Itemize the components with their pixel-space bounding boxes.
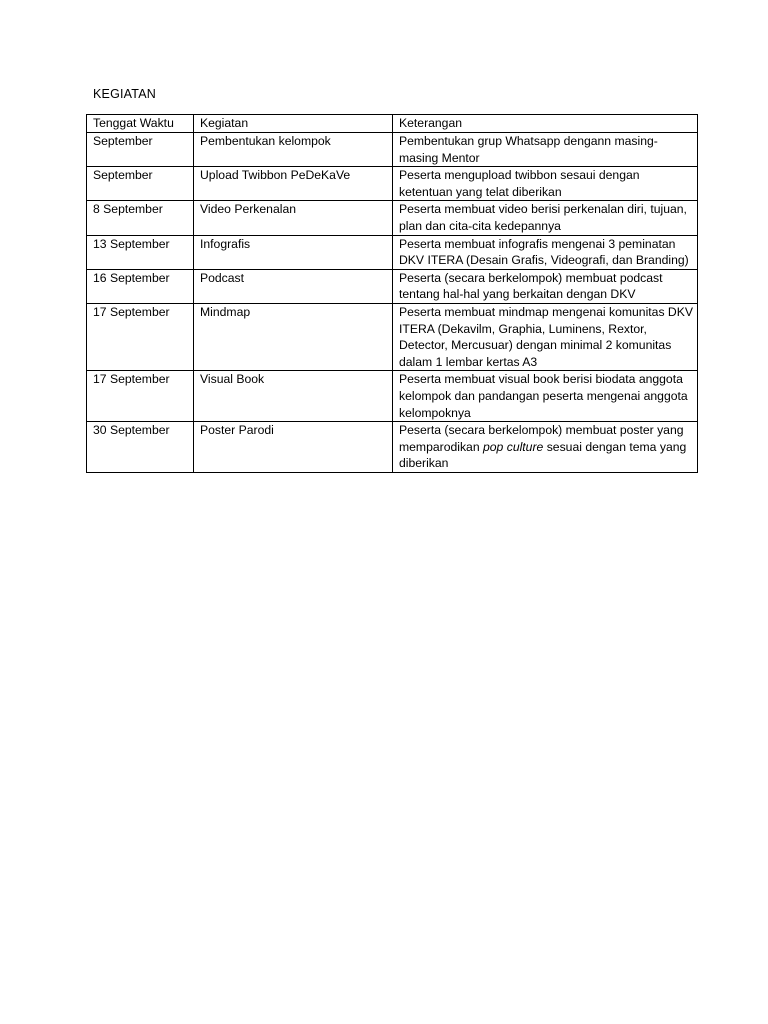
activity-cell: Mindmap [194, 303, 393, 370]
table-row [87, 371, 698, 422]
column-header-description: Keterangan [393, 115, 698, 133]
activity-cell: Poster Parodi [194, 422, 393, 473]
activity-schedule-table [86, 114, 698, 473]
deadline-cell: 17 September [87, 371, 194, 422]
description-text: sesuai dengan tema yang diberikan [399, 439, 687, 471]
activity-cell: Infografis [194, 235, 393, 269]
column-header-activity: Kegiatan [194, 115, 393, 133]
description-cell: Peserta membuat video berisi perkenalan diri, tujuan, plan dan cita-cita kedepannya [393, 201, 698, 235]
activity-cell: Pembentukan kelompok [194, 133, 393, 167]
description-text: Peserta (secara berkelompok) membuat poster yang memparodikan [399, 423, 684, 454]
table-row [87, 269, 698, 303]
table-row [87, 235, 698, 269]
description-cell: Peserta mengupload twibbon sesaui dengan ketentuan yang telat diberikan [393, 167, 698, 201]
table-row [87, 303, 698, 370]
activity-cell: Visual Book [194, 371, 393, 422]
description-cell [393, 422, 698, 473]
table-row [87, 422, 698, 473]
deadline-cell: September [87, 167, 194, 201]
deadline-cell: 8 September [87, 201, 194, 235]
table-row [87, 201, 698, 235]
emphasized-text: pop culture [483, 439, 544, 454]
table-row [87, 133, 698, 167]
description-cell: Peserta membuat visual book berisi biodata anggota kelompok dan pandangan peserta mengenai anggota kelompoknya [393, 371, 698, 422]
column-header-deadline: Tenggat Waktu [87, 115, 194, 133]
document-title: KEGIATAN [93, 87, 156, 101]
deadline-cell: 17 September [87, 303, 194, 370]
deadline-cell: 16 September [87, 269, 194, 303]
table-header-row [87, 115, 698, 133]
description-cell: Peserta membuat infografis mengenai 3 peminatan DKV ITERA (Desain Grafis, Videografi, dan Branding) [393, 235, 698, 269]
activity-cell: Podcast [194, 269, 393, 303]
activity-cell: Upload Twibbon PeDeKaVe [194, 167, 393, 201]
description-cell: Peserta (secara berkelompok) membuat podcast tentang hal-hal yang berkaitan dengan DKV [393, 269, 698, 303]
deadline-cell: 30 September [87, 422, 194, 473]
description-cell: Pembentukan grup Whatsapp dengann masing-masing Mentor [393, 133, 698, 167]
deadline-cell: 13 September [87, 235, 194, 269]
deadline-cell: September [87, 133, 194, 167]
table-row [87, 167, 698, 201]
description-cell: Peserta membuat mindmap mengenai komunitas DKV ITERA (Dekavilm, Graphia, Luminens, Rextor, Detector, Mercusuar) dengan minimal 2 komunitas dalam 1 lembar kertas A3 [393, 303, 698, 370]
activity-cell: Video Perkenalan [194, 201, 393, 235]
